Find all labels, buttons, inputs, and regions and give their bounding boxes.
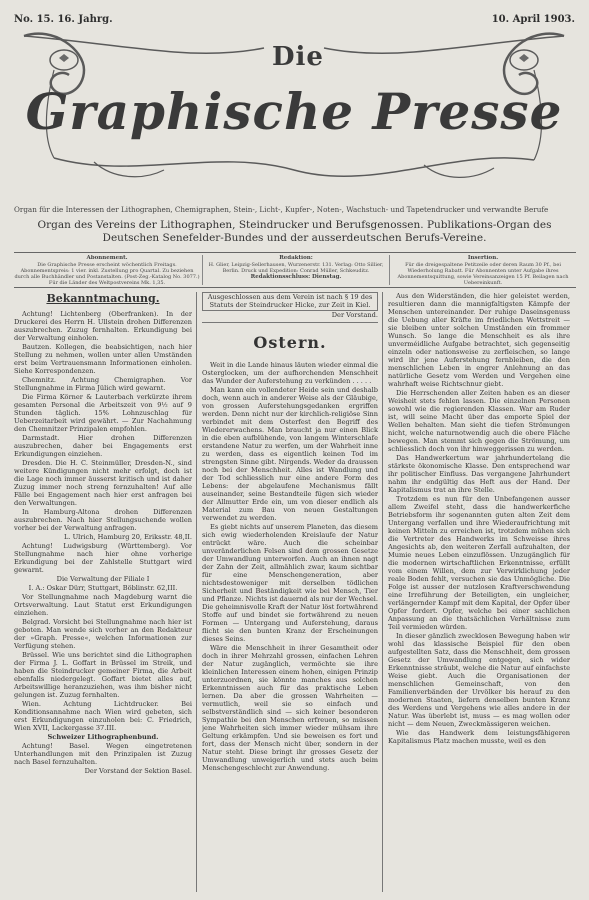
info-red-close: Redaktionsschluss: Dienstag. (250, 274, 342, 280)
announcement-heading: Bekanntmachung. (46, 292, 160, 305)
paragraph: Es giebt nichts auf unserem Planeten, das diesem sich ewig wiederholenden Kreislaufe der Natur entrückt wäre. Auch die scheinbar unveränderlichen Felsen sind dem grossen Gesetze der Umwandlung unterworfen. Auch an ihnen nagt der Zahn der Zeit, allmählich zwar, kaum sichtbar für eine Menschengeneration, aber nichtsdestoweniger mit derselben tödlichen Sicherheit und Beständigkeit wie bei Mensch, Tier und Pflanze. Nichts ist dauernd als nur der Wechsel. Die geheimnisvolle Kraft der Natur löst fortwährend Stoffe auf und bindet sie fortwährend zu neuen Formen — Untergang und Auferstehung, daraus flicht sie den bunten Kranz der Erscheinungen dieses Seins. (202, 523, 378, 643)
paragraph: Belgrad. Vorsicht bei Stellungnahme nach hier ist geboten. Man wende sich vorher an den Redakteur der »Graph. Presse«, welchen Informationen zur Verfügung stehen. (14, 618, 192, 650)
info-insertion (390, 255, 576, 286)
info-ins-head: Insertion. (467, 255, 499, 261)
column-announcements (14, 292, 192, 892)
info-abo-head: Abonnement. (86, 255, 128, 261)
masthead-die: Die (272, 42, 324, 72)
paragraph: Aus den Widerständen, die hier geleistet werden, resultieren dann die mannigfaltigsten Kämpfe der Menschen untereinander. Der ruhige Daseinsgenuss die Uebung aller Kräfte im friedlichen Wettstreit — sie bleiben unter solchen Umständen ein frommer Wunsch. So lange die Menschheit es als ihre unverméidliche Aufgabe betrachtet, sich gegenseitig einzeln oder nationsweise zu zerfleischen, so lange wird ihr jene Auferstehung fernbleiben, die den menschlichen Leben in engrer Anlehnung an das natürliche Gesetz vom Werden und Vergehen eine wahrhaft weise Richtschnur giebt. (388, 292, 570, 388)
signature: L. Ulrich, Hamburg 20, Eriksstr. 48,II. (64, 533, 192, 541)
info-abo-text: Die Graphische Presse erscheint wöchentlich Freitags. Abonnementspreis: 1 vier. inkl. Zustellung pro Quartal. Zu beziehen durch alle Buchhändler und Postanstalten. (Post-Zeg.-Katalog No. 3077.) Für die Länder des Weltpostvereins Mk. 1,35. (14, 262, 200, 286)
paragraph: Achtung! Lichtenberg (Oberfranken). In der Druckerei des Herrn H. Ullstein drohen Differenzen auszubrechen. Zuzug fernhalten. Erkundigung bei der Verwaltung einholen. (14, 310, 192, 342)
paragraph: Chemnitz. Achtung Chemigraphen. Vor Stellungnahme in Firma Jülich wird gewarnt. (14, 376, 192, 392)
issue-number: No. 15. 16. Jahrg. (14, 14, 113, 25)
issue-line (14, 14, 575, 28)
signature: Der Vorstand. (331, 311, 378, 319)
paragraph: Achtung! Basel. Wegen eingetretenen Unterhandlungen mit den Prinzipalen ist Zuzug nach Basel fernzuhalten. (14, 742, 192, 766)
masthead (14, 30, 574, 200)
paragraph: Weit in die Lande hinaus läuten wieder einmal die Osterglocken, um der aufhorchenden Menschheit das Wunder der Auferstehung zu verkünden . . . . . (202, 361, 378, 385)
subtitle-publication: Organ des Vereins der Lithographen, Steindrucker und Berufsgenossen. Publikations-Organ des Deutschen Senefelder-Bundes und der ausserdeutschen Berufs-Vereine. (37, 219, 552, 244)
paragraph: Wäre die Menschheit in ihrer Gesamtheit oder doch in ihrer Mehrzahl grossen, einfachen Lehren der Natur zugänglich, vermöchte sie ihre kleinlichen Interessen einem hohen, einigen Prinzip unterzuordnen, sie könnte manches aus solchen Erkenntnissen auch für das praktische Leben lernen. Da aber die grossen Wahrheiten — vermutlich, weil sie so einfach und selbstverständlich sind — sich keiner besonderen Sympathie bei den Menschen erfreuen, so müssen jene Wahrheiten sich immer wieder mühsam ihre Geltung erkämpfen. Und sie beweisen es fort und fort, dass der Mensch nicht über, sondern in der Natur steht. Diese bringt ihr grosses Gesetz der Umwandlung unweigerlich und stets auch beim Menschengeschlecht zur Anwendung. (202, 644, 378, 772)
paragraph: In dieser gänzlich zwecklosen Bewegung haben wir wohl das klassische Beispiel für den oben aufgestellten Satz, dass die Menschheit, dem grossen Gesetz der Umwandlung entgegen, sich wider Erkenntnisse sträubt, welche die Natur auf einfachste Weise giebt. Auch die Organisationen der menschlichen Gemeinschaft, von den Familienverbänden der Urvölker bis herauf zu den modernen Staaten, liefern denselben bunten Kranz des Werdens und Vergehens wie alles andere in der Natur. Was überlebt ist, muss — es mag wollen oder nicht — dem Neuen, Zweckmässigeren weichen. (388, 632, 570, 728)
paragraph: Vor Stellungnahme nach Magdeburg warnt die Ortsverwaltung. Laut Statut erst Erkundigungen einziehen. (14, 593, 192, 617)
paragraph: Achtung! Ludwigsburg (Württemberg). Vor Stellungnahme nach hier ohne vorherige Erkundigung bei der Zahlstelle Stuttgart wird gewarnt. (14, 542, 192, 574)
paragraph: Man kann ein vollendeter Heide sein und deshalb doch, wenn auch in anderer Weise als der Gläubige, von grossen Auferstehungsgedanken ergriffen werden. Denn nicht nur der kirchlich-religiöse Sinn verbindet mit dem Osterfest den Begriff des Wiedererwachens. Man braucht ja nur einen Blick in die eben aufblühende, von langem Winterschlafe erstandene Natur zu werfen, um der Wahrheit inne zu werden, dass es eigentlich keinen Tod im strengsten Sinne gibt. Nirgends. Weder da draussen noch bei der Menschheit. Alles ist Wandlung und der Tod schliesslich nur eine andere Form des Lebens: der abgelaufene Mechanismus fällt auseinander, seine Bestandteile fügen sich wieder der Allmutter Erde ein, um von dieser endlich als Material zum Bau von neuen Gestaltungen verwendet zu werden. (202, 386, 378, 522)
paragraph: Bautzen. Kollegen, die beabsichtigen, nach hier Stellung zu nehmen, wollen unter allen Umständen erst beim Vertrauensmann Informationen einholen. Siehe Korrespondenzen. (14, 343, 192, 375)
paragraph: Wien. Achtung Lichtdrucker. Bei Konditionsannahme nach Wien wird gebeten, sich erst Erkundigungen einzuholen bei: C. Friedrich, Wien XVII, Lackergasse 37.III. (14, 700, 192, 732)
separator (202, 322, 378, 323)
paragraph: I. A.: Oskar Dürr, Stuttgart, Böblinstr. 62,III. (28, 584, 178, 592)
paragraph: Die Herrschenden aller Zeiten haben es an dieser Weisheit stets fehlen lassen. Die einzelnen Personen sowohl wie die regierenden Klassen. War am Ruder ist, will seine Macht über das emporte Spiel der Wellen behalten. Man sieht die tiefen Strömungen nicht, welche naturnotwendig auch die obere Fläche bewegen. Man stemmt sich gegen die Strömung, um schliesslich doch von ihr hinweggerissen zu werden. (388, 389, 570, 453)
column-ostern (202, 292, 378, 892)
paragraph: Die Firma Körner & Lauterbach verkürzte ihrem gesamten Personal die Arbeitszeit von 9½ auf 9 Stunden täglich. 15% Lohnzuschlag für Ueberzeitarbeit wird gewährt. — Zur Nachahmung den Chemnitzer Prinzipalen empfohlen. (14, 393, 192, 433)
paragraph: Dresden. Die H. C. Steinmüller, Dresden-N., sind weitere Kündigungen nicht mehr erfolgt, doch ist die Lage noch immer äusserst kritisch und ist daher Zuzug immer noch streng fernzuhalten! Auf alle Fälle bei Engagement nach hier erst anfragen bei den Verwaltungen. (14, 459, 192, 507)
exclusion-notice (202, 292, 378, 311)
paragraph: Wie das Handwerk dem leistungsfähigeren Kapitalismus Platz machen musste, weil es den (388, 729, 570, 745)
column-divider (382, 292, 383, 892)
subheading: Schweizer Lithographenbund. (47, 733, 159, 741)
issue-date: 10. April 1903. (491, 14, 575, 25)
signature: Der Vorstand der Sektion Basel. (84, 767, 192, 775)
info-red-text: H. Glier, Leipzig-Sellerhausen, Wurzenerstr. 131. Verlag: Otto Sillier, Berlin. Druck und Expedition: Conrad Müller, Schkeuditz. (208, 262, 384, 274)
subtitle-organ: Organ für die Interessen der Lithographen, Chemigraphen, Stein-, Licht-, Kupfer-, Noten-, Wachstuch- und Tapetendrucker und verwandte Berufe (14, 205, 549, 214)
info-ins-text: Für die dreigespaltene Petitzeile oder deren Raum 30 Pf., bei Wiederholung Rabatt. Für Abonnenten unter Aufgabe ihres Abonnementsquittung, sowie Vereinsanzeigen 15 Pf. Beilagen nach Uebereinkunft. (397, 262, 569, 286)
info-red-head: Redaktion: (279, 255, 313, 261)
column-continuation (388, 292, 570, 892)
paragraph: Die Verwaltung der Filiale I (56, 575, 150, 583)
paragraph: Trotzdem es nun für den Unbefangenen ausser allem Zweifel steht, dass die handwerkerfiche Betriebsform ihr sogenannten guten alten Zeit dem Untergang verfallen und ihre Wiederaufrichtung mit keinen Mitteln zu erreichen ist, trotzdem mühen sich die Vertreter des Handwerks im Schweisse ihres Angesichts ab, den weiteren Zerfall aufzuhalten, der Mumie neues Leben einzuflössen. Unzugänglich für die modernen wirtschaftlichen Erkenntnisse, erfüllt vom einem Willen, dem zur Verwirklichung jeder reale Boden fehlt, versuchen sie das Unmögliche. Die Folge ist ausser der nutzlosen Kraftverschwendung eine Irreführung der Beteiligten, ein ungleicher, verlängernder Kampf mit dem Kapital, der Opfer über Opfer fordert. Opfer, welche bei einer sachlichen Anpassung an die thatsächlichen Verhältnisse zum Teil vermieden würden. (388, 495, 570, 631)
paragraph: Ausgeschlossen aus dem Verein ist nach § 19 des Statuts der Steindrucker Hicke, zur Zeit in Kiel. (207, 293, 373, 309)
paragraph: Das Handwerkertum war jahrhundertelang die stärkste ökonomische Klasse. Den entsprechend war ihr politischer Einfluss. Das vergangene Jahrhundert nahm ihr endgültig das Heft aus der Hand. Der Kapitalismus trat an ihre Stelle. (388, 454, 570, 494)
paragraph: Darmstadt. Hier drohen Differenzen auszubrechen, daher bei Engagements erst Erkundigungen einziehen. (14, 434, 192, 458)
paragraph: In Hamburg-Altona drohen Differenzen auszubrechen. Nach hier Stellungsuchende wollen vorher bei der Verwaltung anfragen. (14, 508, 192, 532)
masthead-title: Graphische Presse (25, 82, 563, 141)
info-redaktion (202, 255, 390, 285)
info-abonnement (14, 255, 200, 286)
article-heading: Ostern. (253, 333, 327, 352)
paragraph: Brüssel. Wie uns berichtet sind die Lithographen der Firma J. L. Goffart in Brüssel im Streik, und haben die Steindrucker gemeiner Firma, die Arbeit ebenfalls niedergelegt. Goffart bietet alles auf, Arbeitswillige heranzuziehen, was ihm bisher nicht gelungen ist. Zuzug fernhalten. (14, 651, 192, 699)
info-box (14, 252, 576, 288)
column-divider (196, 292, 197, 892)
